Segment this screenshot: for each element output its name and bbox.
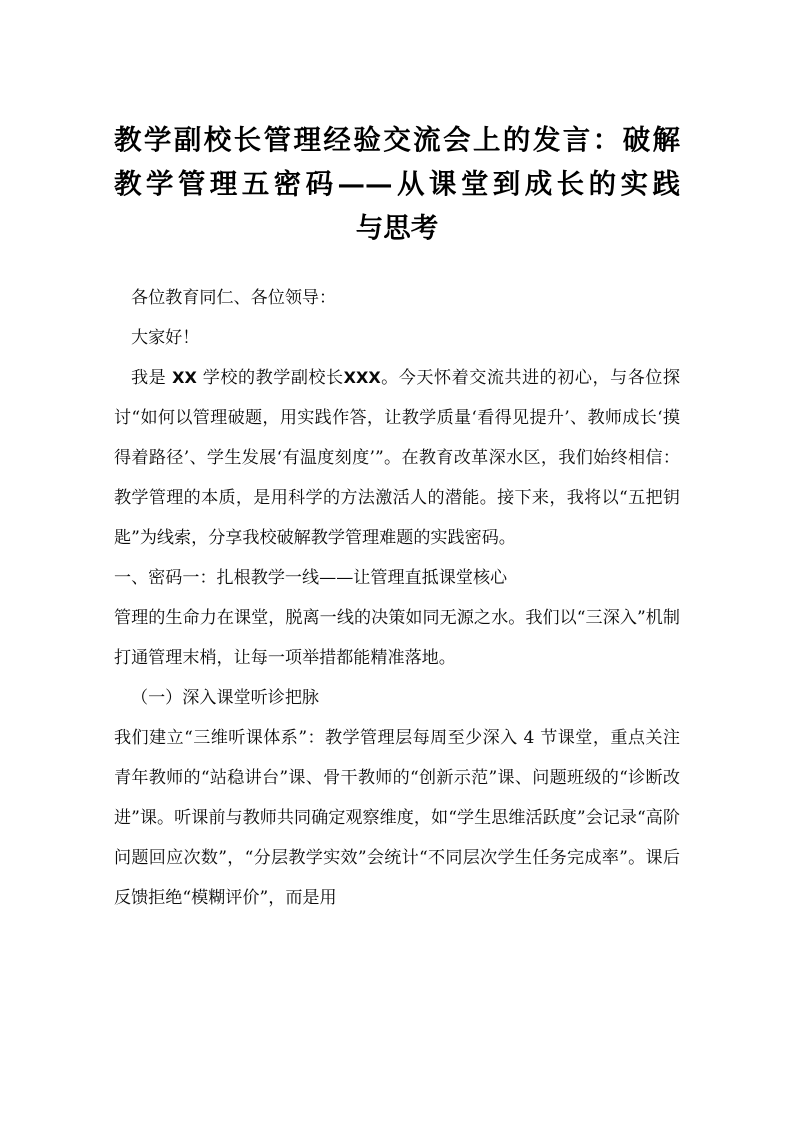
subsection-one-paragraph (114, 718, 680, 918)
intro-text-before: 我是 (131, 368, 173, 388)
intro-paragraph (114, 358, 680, 558)
intro-text-after: 。今天怀着交流共进的初心，与各位探讨“如何以管理破题，用实践作答，让教学质量‘看得见提升’、教师成长‘摸得着路径’、学生发展‘有温度刻度’”。在教育改革深水区，我们始终相信：教学管理的本质，是用科学的方法激活人的潜能。接下来，我将以“五把钥匙”为线索，分享我校破解教学管理难题的实践密码。 (114, 368, 681, 548)
greeting-paragraph: 大家好！ (131, 328, 200, 348)
section-one-paragraph: 管理的生命力在课堂，脱离一线的决策如同无源之水。我们以“三深入”机制打通管理末梢，让每一项举措都能精准落地。 (114, 608, 680, 668)
placeholder-speaker-name: XXX (343, 368, 381, 387)
placeholder-school-name: XX (172, 368, 197, 387)
title-line-3: 与思考 (355, 212, 439, 244)
title-line-1: 教学副校长管理经验交流会上的发言：破解 (114, 124, 680, 156)
document-content (114, 118, 680, 918)
lesson-count-value: 4 (523, 728, 535, 748)
document-body (114, 278, 680, 918)
page-title (114, 118, 680, 250)
subsection-one-heading: （一）深入课堂听诊把脉 (131, 688, 320, 708)
section-one-heading: 一、密码一：扎根教学一线——让管理直抵课堂核心 (114, 568, 508, 588)
salutation-paragraph: 各位教育同仁、各位领导： (131, 288, 337, 308)
intro-text-middle: 学校的教学副校长 (196, 368, 344, 388)
subsection-text-before: 我们建立“三维听课体系”：教学管理层每周至少深入 (114, 728, 524, 748)
title-line-2: 教学管理五密码——从课堂到成长的实践 (114, 168, 680, 200)
subsection-text-after: 节课堂，重点关注青年教师的“站稳讲台”课、骨干教师的“创新示范”课、问题班级的“诊断改进”课。听课前与教师共同确定观察维度，如“学生思维活跃度”会记录“高阶问题回应次数”，“分层教学实效”会统计“不同层次学生任务完成率”。课后反馈拒绝“模糊评价”，而是用 (114, 728, 680, 908)
